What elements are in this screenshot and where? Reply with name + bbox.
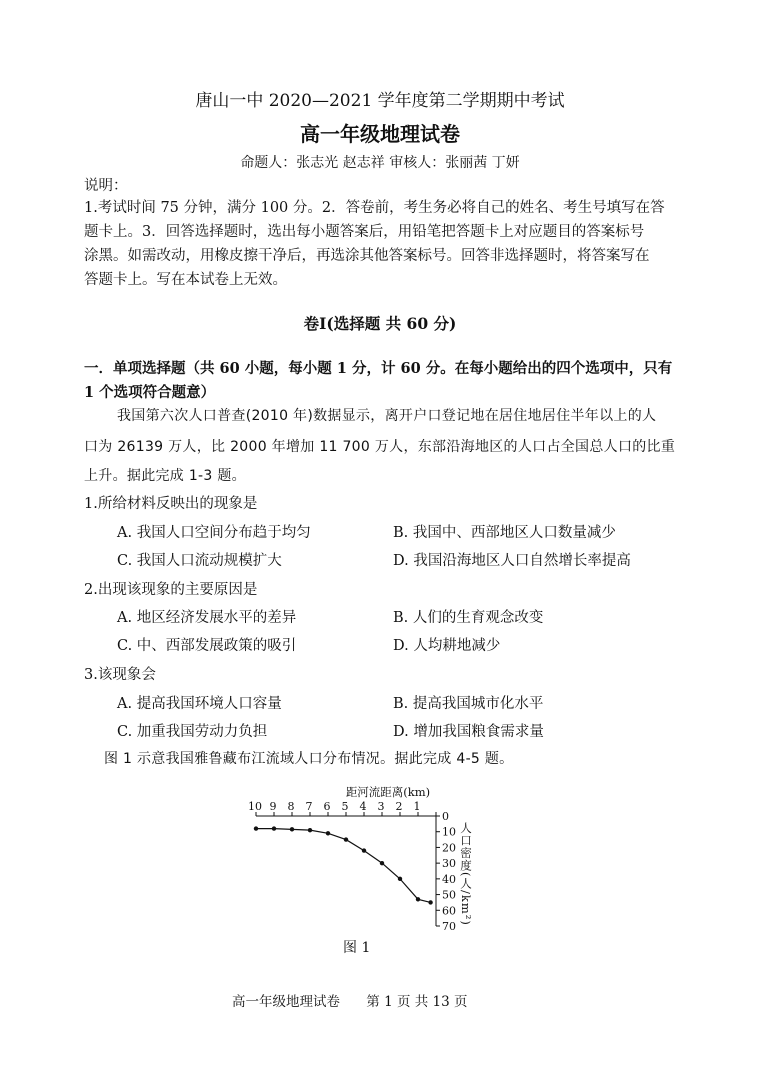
option-c[interactable]: C. 加重我国劳动力负担 <box>117 724 268 740</box>
x-tick-label: 8 <box>287 800 295 813</box>
data-point <box>344 837 348 841</box>
instructions-line: 1.考试时间 75 分钟，满分 100 分。2．答卷前，考生务必将自己的姓名、考生号填写在答 <box>84 200 665 216</box>
exam-title: 唐山一中 2020—2021 学年度第二学期期中考试 <box>195 91 565 111</box>
x-tick-label: 6 <box>323 800 331 813</box>
y-tick-label: 60 <box>442 904 456 918</box>
question-stem: 2.出现该现象的主要原因是 <box>84 582 258 598</box>
instructions-label: 说明： <box>84 178 128 194</box>
population-density-chart <box>240 780 480 936</box>
footer-page-number: 第 1 页 共 13 页 <box>366 994 468 1010</box>
x-tick-label: 4 <box>359 800 367 813</box>
y-tick-label: 70 <box>442 920 456 933</box>
material-line: 上升。据此完成 1-3 题。 <box>84 468 246 484</box>
data-point <box>398 877 402 881</box>
instructions-line: 答题卡上。写在本试卷上无效。 <box>84 272 287 288</box>
y-tick-label: 10 <box>442 825 456 839</box>
section-title: 卷I(选择题 共 60 分) <box>303 314 457 333</box>
x-tick-label: 7 <box>305 800 313 813</box>
data-point <box>254 826 258 830</box>
data-point <box>380 861 384 865</box>
x-axis-title: 距河流距离(km) <box>345 785 431 799</box>
data-point <box>326 831 330 835</box>
option-a[interactable]: A. 地区经济发展水平的差异 <box>117 610 297 626</box>
data-point <box>290 827 294 831</box>
option-a[interactable]: A. 提高我国环境人口容量 <box>117 696 282 712</box>
option-a[interactable]: A. 我国人口空间分布趋于均匀 <box>117 525 311 541</box>
option-b[interactable]: B. 提高我国城市化水平 <box>393 696 544 712</box>
instructions-line: 涂黑。如需改动，用橡皮擦干净后，再选涂其他答案标号。回答非选择题时，将答案写在 <box>84 248 650 264</box>
y-axis-title: 人口密度(人/km²) <box>459 822 473 926</box>
option-c[interactable]: C. 我国人口流动规模扩大 <box>117 553 282 569</box>
y-tick-label: 30 <box>442 857 456 871</box>
y-tick-label: 0 <box>442 810 449 823</box>
option-d[interactable]: D. 人均耕地减少 <box>393 638 501 654</box>
x-tick-label: 10 <box>248 800 262 813</box>
data-point <box>428 900 432 904</box>
material-line: 口为 26139 万人，比 2000 年增加 11 700 万人，东部沿海地区的人口占全国总人口的比重 <box>84 439 676 455</box>
instructions-line: 题卡上。3．回答选择题时，选出每小题答案后，用铅笔把答题卡上对应题目的答案标号 <box>84 224 645 240</box>
material-line: 我国第六次人口普查(2010 年)数据显示，离开户口登记地在居住地居住半年以上的人 <box>117 408 657 424</box>
page-footer <box>232 990 490 1010</box>
data-point <box>416 897 420 901</box>
data-point <box>308 828 312 832</box>
series-line <box>256 829 431 903</box>
y-tick-label: 20 <box>442 841 456 855</box>
x-tick-label: 3 <box>377 800 385 813</box>
part-heading: 一．单项选择题（共 60 小题，每小题 1 分，计 60 分。在每小题给出的四个选项中，只有 <box>84 360 673 377</box>
instructions-text <box>84 196 680 292</box>
y-tick-label: 50 <box>442 888 456 902</box>
x-tick-label: 1 <box>413 800 421 813</box>
option-b[interactable]: B. 我国中、西部地区人口数量减少 <box>393 525 616 541</box>
exam-subject-title: 高一年级地理试卷 <box>300 122 460 146</box>
option-c[interactable]: C. 中、西部发展政策的吸引 <box>117 638 297 654</box>
x-tick-label: 2 <box>395 800 403 813</box>
footer-title: 高一年级地理试卷 <box>232 994 340 1010</box>
option-d[interactable]: D. 我国沿海地区人口自然增长率提高 <box>393 553 631 569</box>
x-tick-label: 9 <box>269 800 277 813</box>
question-stem: 3.该现象会 <box>84 667 156 683</box>
option-d[interactable]: D. 增加我国粮食需求量 <box>393 724 544 740</box>
part-heading-cont: 1 个选项符合题意） <box>84 384 216 401</box>
data-point <box>362 848 366 852</box>
figure-caption: 图 1 <box>343 940 371 956</box>
y-tick-label: 40 <box>442 872 456 886</box>
x-tick-label: 5 <box>341 800 349 813</box>
material-line: 图 1 示意我国雅鲁藏布江流域人口分布情况。据此完成 4-5 题。 <box>104 751 514 767</box>
question-stem: 1.所给材料反映出的现象是 <box>84 496 258 512</box>
authors-line: 命题人：张志光 赵志祥 审核人：张丽茜 丁妍 <box>240 155 520 171</box>
option-b[interactable]: B. 人们的生育观念改变 <box>393 610 544 626</box>
data-point <box>272 826 276 830</box>
